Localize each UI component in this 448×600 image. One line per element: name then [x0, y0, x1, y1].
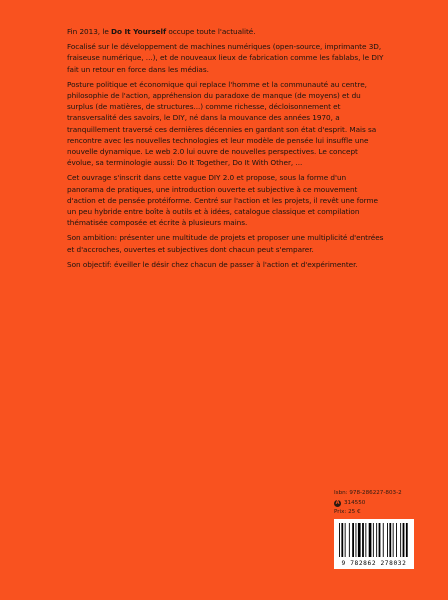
- code-line: [334, 499, 414, 509]
- barcode-bar: [387, 523, 388, 557]
- barcode-bar: [400, 523, 401, 557]
- diy-title: Do It Yourself: [111, 27, 167, 36]
- code-value: 314550: [344, 499, 366, 506]
- paragraph-ouvrage: Cet ouvrage s'inscrit dans cette vague DIY 2.0 et propose, sous la forme d'un panorama de pratiques, une introduction ouverte et subjective à ce mouvement d'action et de pensée protéiforme. Centré sur l'action et les projets, il revêt une forme un peu hybride entre boîte à outils et à idées, catalogue classique et compilation thématisée composée et écrite à plusieurs mains.: [67, 173, 378, 228]
- barcode-bar: [373, 523, 374, 557]
- barcode-bar: [352, 523, 354, 557]
- paragraph-focus: Focalisé sur le développement de machines numériques (open-source, imprimante 3D, fraiseuse numérique, ...), et de nouveaux lieux de fabrication comme les fablabs, le DIY fait un retour en force dans les médias.: [67, 42, 384, 74]
- price-line: Prix: 25 €: [334, 509, 361, 515]
- barcode-bar: [356, 523, 357, 557]
- barcode-number: 9 782862 278032: [341, 560, 407, 567]
- book-metadata: [334, 489, 414, 518]
- barcode-bar: [403, 523, 405, 557]
- barcode-bar: [345, 523, 346, 557]
- barcode-bar: [379, 523, 381, 557]
- barcode-bar: [383, 523, 384, 557]
- barcode-bar: [341, 523, 343, 557]
- barcode-bar: [365, 523, 366, 557]
- intro-text: Fin 2013, le: [67, 27, 112, 36]
- barcode-bar: [396, 523, 397, 557]
- paragraph-posture: Posture politique et économique qui replace l'homme et la communauté au centre, philosophie de l'action, appréhension du paradoxe de manque (de moyens) et du surplus (de matières, de structures...) comme richesse, décloisonnement et transversalité des savoirs, le DIY, né dans la mouvance des années 1970, a tranquillement traversé ces dernières décennies en gardant son état d'esprit. Mais sa rencontre avec les nouvelles technologies et leur modèle de pensée lui insuffle une nouvelle dynamique. Le web 2.0 lui ouvre de nouvelles perspectives. Le concept évolue, sa terminologie aussi: Do It Together, Do It With Other, ...: [67, 79, 377, 168]
- intro-paragraph: [67, 26, 385, 37]
- barcode-bar: [406, 523, 408, 557]
- publisher-logo-icon: A: [335, 499, 340, 506]
- barcode-bars: [339, 523, 409, 557]
- intro-text-end: occupe toute l'actualité.: [166, 27, 256, 36]
- barcode: [334, 519, 414, 569]
- barcode-bar: [358, 523, 361, 557]
- barcode-bar: [362, 523, 364, 557]
- barcode-bar: [349, 523, 350, 557]
- paragraph-objectif: Son objectif: éveiller le désir chez chacun de passer à l'action et d'expérimenter.: [67, 259, 358, 269]
- barcode-bar: [389, 523, 391, 557]
- barcode-bar: [339, 523, 340, 557]
- back-cover-text: [67, 26, 385, 274]
- barcode-bar: [393, 523, 394, 557]
- barcode-bar: [369, 523, 372, 557]
- isbn-line: Isbn: 978-286227-803-2: [334, 490, 402, 496]
- paragraph-ambition: Son ambition: présenter une multitude de projets et proposer une multiplicité d'entrées et d'accroches, ouvertes et subjectives dont chacun peut s'emparer.: [67, 233, 384, 254]
- barcode-bar: [376, 523, 377, 557]
